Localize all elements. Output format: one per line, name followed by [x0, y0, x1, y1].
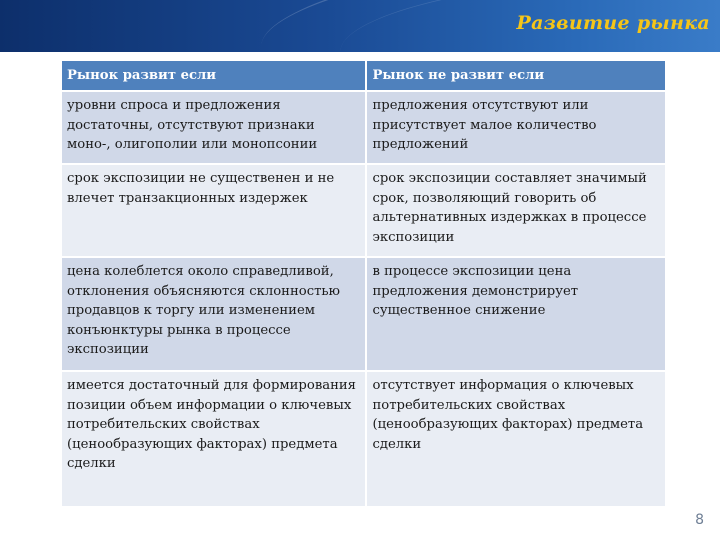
table-row	[62, 91, 666, 164]
table-row	[62, 371, 666, 507]
table-cell: срок экспозиции не существенен и не влечет транзакционных издержек	[62, 164, 366, 257]
table-cell: отсутствует информация о ключевых потребительских свойствах (ценообразующих факторах) предмета сделки	[366, 371, 666, 507]
column-header-undeveloped: Рынок не развит если	[366, 61, 666, 91]
comparison-table	[62, 61, 667, 508]
table-header-row	[62, 61, 666, 91]
table-row	[62, 164, 666, 257]
table-cell: уровни спроса и предложения достаточны, отсутствуют признаки моно-, олигополии или монопсонии	[62, 91, 366, 164]
table-cell: предложения отсутствуют или присутствует малое количество предложений	[366, 91, 666, 164]
page-number: 8	[695, 512, 704, 528]
column-header-developed: Рынок развит если	[62, 61, 366, 91]
table-row	[62, 257, 666, 371]
table-cell: имеется достаточный для формирования позиции объем информации о ключевых потребительских свойствах (ценообразующих факторах) предмета сделки	[62, 371, 366, 507]
table-cell: срок экспозиции составляет значимый срок, позволяющий говорить об альтернативных издержках в процессе экспозиции	[366, 164, 666, 257]
slide-header-band	[0, 0, 720, 52]
slide-title: Развитие рынка	[516, 12, 710, 34]
table-cell: цена колеблется около справедливой, отклонения объясняются склонностью продавцов к торгу или изменением конъюнктуры рынка в процессе экспозиции	[62, 257, 366, 371]
table-cell: в процессе экспозиции цена предложения демонстрирует существенное снижение	[366, 257, 666, 371]
